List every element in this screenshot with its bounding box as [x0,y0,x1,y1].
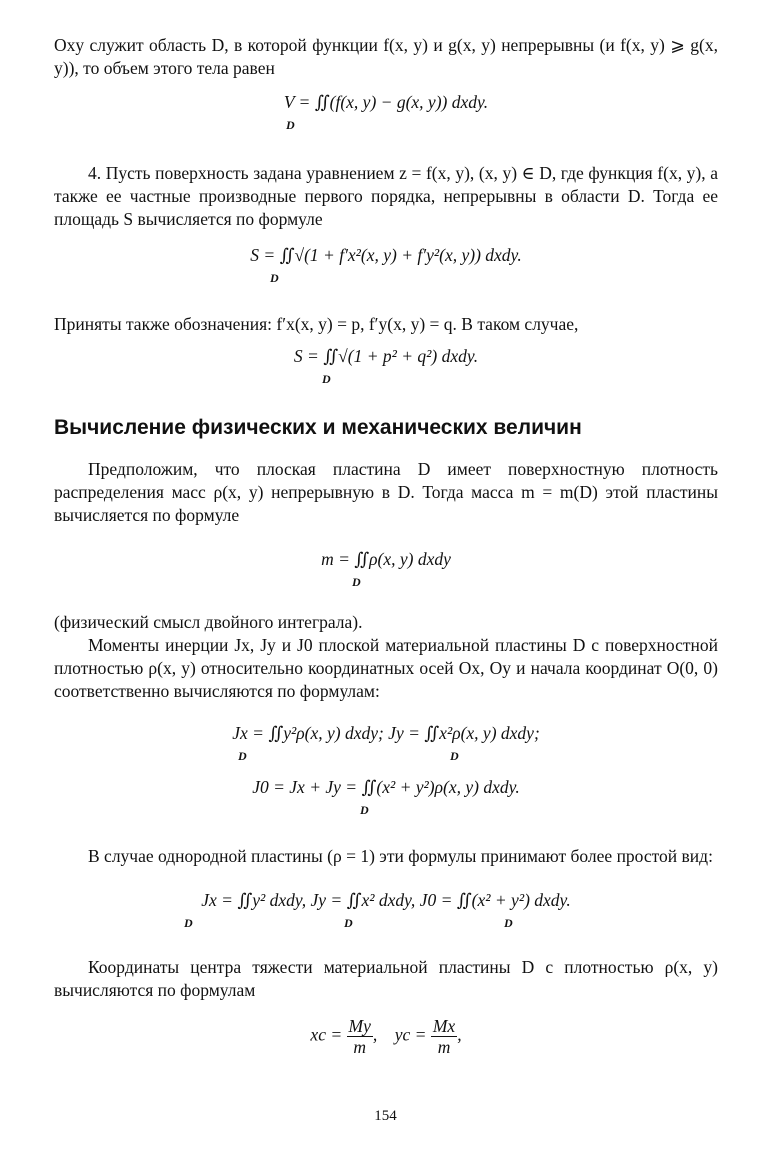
formula-moment-origin-text: J0 = Jx + Jy = ∬(x² + y²)ρ(x, y) dxdy. [252,777,520,797]
paragraph-mass: Предположим, что плоская пластина D имеет поверхностную плотность распределения масс ρ(x, y) непрерывную в D. Тогда масса m = m(D) этой пластины вычисляется по формуле [54,459,718,525]
formula-moment-origin [54,777,718,827]
formula-homogeneous-text: Jx = ∬y² dxdy, Jy = ∬x² dxdy, J0 = ∬(x² + y²) dxdy. [201,890,571,910]
formula-volume [54,92,718,148]
formula-mass-text: m = ∬ρ(x, y) dxdy [321,549,451,569]
xc-label: xc = [310,1024,343,1045]
denominator-m: m [437,1037,451,1057]
paragraph-moments: Моменты инерции Jx, Jy и J0 плоской материальной пластины D с поверхностной плотностью ρ(x, y) относительно координатных осей Ox, Oy и начала координат O(0, 0) соответственно вычисляются по формулам: [54,635,718,701]
region-label: D [450,749,459,763]
formula-surface-pq-text: S = ∬√(1 + p² + q²) dxdy. [293,346,479,366]
region-label: D [270,271,279,285]
page-content [54,34,718,1057]
denominator-m: m [353,1037,367,1057]
formula-surface-area [54,245,718,301]
region-label: D [286,118,295,132]
region-label: D [344,916,353,930]
formula-surface-pq [54,346,718,398]
page-number: 154 [374,1108,397,1124]
paragraph-surface: 4. Пусть поверхность задана уравнением z = f(x, y), (x, y) ∈ D, где функция f(x, y), а также ее частные производные первого порядка, непрерывны в области D. Тогда ее площадь S вычисляется по формуле [54,163,718,229]
paragraph-volume: Oxy служит область D, в которой функции f(x, y) и g(x, y) непрерывны (и f(x, y) ⩾ g(x, y)), то объем этого тела равен [54,35,718,78]
region-label: D [184,916,193,930]
fraction-xc [347,1016,373,1057]
paragraph-homogeneous: В случае однородной пластины (ρ = 1) эти формулы принимают более простой вид: [88,846,713,866]
numerator-my: My [348,1016,371,1036]
paragraph-center-of-mass: Координаты центра тяжести материальной пластины D с плотностью ρ(x, y) вычисляются по формулам [54,957,718,1000]
region-label: D [352,575,361,589]
region-label: D [322,372,331,386]
paragraph-physical-meaning: (физический смысл двойного интеграла). [54,612,363,632]
fraction-yc [431,1016,457,1057]
formula-mass [54,549,718,601]
region-label: D [504,916,513,930]
formula-homogeneous [54,890,718,944]
formula-moments-axes [54,723,718,773]
formula-surface-area-text: S = ∬√(1 + f′x²(x, y) + f′y²(x, y)) dxdy. [250,245,522,265]
section-heading: Вычисление физических и механических величин [54,416,582,439]
region-label: D [238,749,247,763]
numerator-mx: Mx [432,1016,456,1036]
formula-volume-text: V = ∬(f(x, y) − g(x, y)) dxdy. [283,92,489,112]
formula-center-of-mass: xc = $\frac{My}{m}$ , yc = $\frac{Mx}{m}$ , [310,1016,462,1057]
formula-moments-axes-text: Jx = ∬y²ρ(x, y) dxdy; Jy = ∬x²ρ(x, y) dxdy; [232,723,540,743]
yc-label: yc = [394,1024,427,1045]
region-label: D [360,803,369,817]
paragraph-notation: Приняты также обозначения: f′x(x, y) = p, f′y(x, y) = q. В таком случае, [54,314,579,334]
